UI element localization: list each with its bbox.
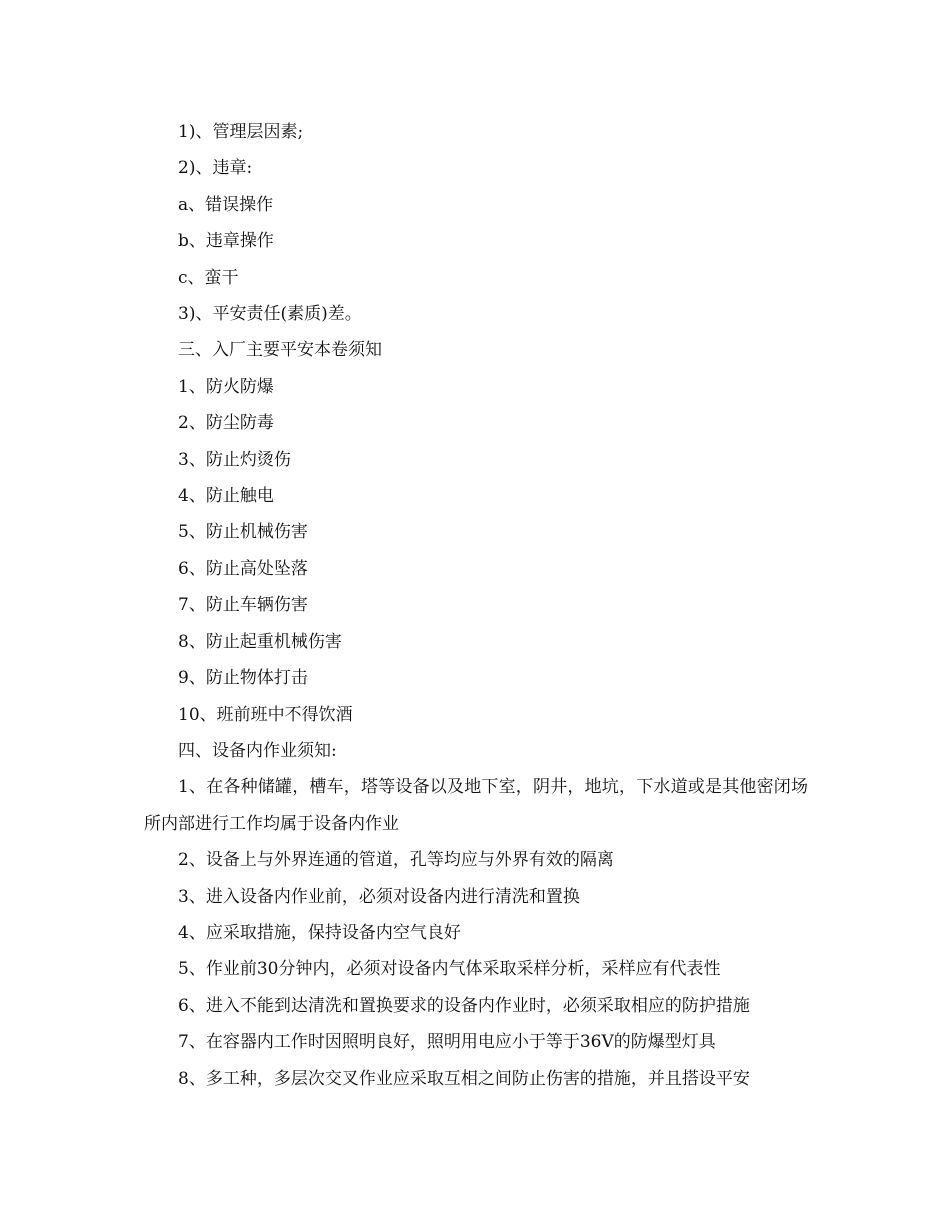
list-item: 4、应采取措施，保持设备内空气良好 — [178, 922, 461, 943]
paragraph-5: c、蛮干 — [178, 267, 239, 288]
list-item: 7、防止车辆伤害 — [178, 595, 308, 616]
paragraph-6: 3)、平安责任(素质)差。 — [178, 304, 362, 325]
document-body — [144, 114, 808, 1097]
list-item: 5、作业前30分钟内，必须对设备内气体采取采样分析，采样应有代表性 — [178, 959, 721, 980]
list-item: 6、防止高处坠落 — [178, 558, 308, 579]
list-item: 4、防止触电 — [178, 486, 274, 507]
list-item: 8、防止起重机械伤害 — [178, 631, 342, 652]
list-item: 3、进入设备内作业前，必须对设备内进行清洗和置换 — [178, 886, 580, 907]
list-item: 9、防止物体打击 — [178, 668, 308, 689]
list-item: 1、在各种储罐，槽车，塔等设备以及地下室，阴井，地坑，下水道或是其他密闭场所内部进行工作均属于设备内作业 — [144, 777, 808, 834]
list-item: 1、防火防爆 — [178, 376, 274, 397]
list-item: 3、防止灼烫伤 — [178, 449, 291, 470]
list-item: 8、多工种，多层次交叉作业应采取互相之间防止伤害的措施，并且搭设平安 — [178, 1068, 750, 1089]
list-item: 6、进入不能到达清洗和置换要求的设备内作业时，必须采取相应的防护措施 — [178, 995, 750, 1016]
list-item: 7、在容器内工作时因照明良好，照明用电应小于等于36V的防爆型灯具 — [178, 1032, 716, 1053]
paragraph-3: a、错误操作 — [178, 194, 274, 215]
paragraph-4: b、违章操作 — [178, 231, 274, 252]
paragraph-1: 1)、管理层因素; — [178, 122, 304, 142]
paragraph-2: 2)、违章: — [178, 158, 253, 179]
list-item: 5、防止机械伤害 — [178, 522, 308, 543]
list-item: 10、班前班中不得饮酒 — [178, 704, 353, 725]
section-heading-4: 四、设备内作业须知: — [178, 740, 337, 761]
list-item: 2、防尘防毒 — [178, 413, 274, 434]
list-item: 2、设备上与外界连通的管道，孔等均应与外界有效的隔离 — [178, 850, 614, 871]
section-heading-3: 三、入厂主要平安本卷须知 — [178, 340, 382, 361]
